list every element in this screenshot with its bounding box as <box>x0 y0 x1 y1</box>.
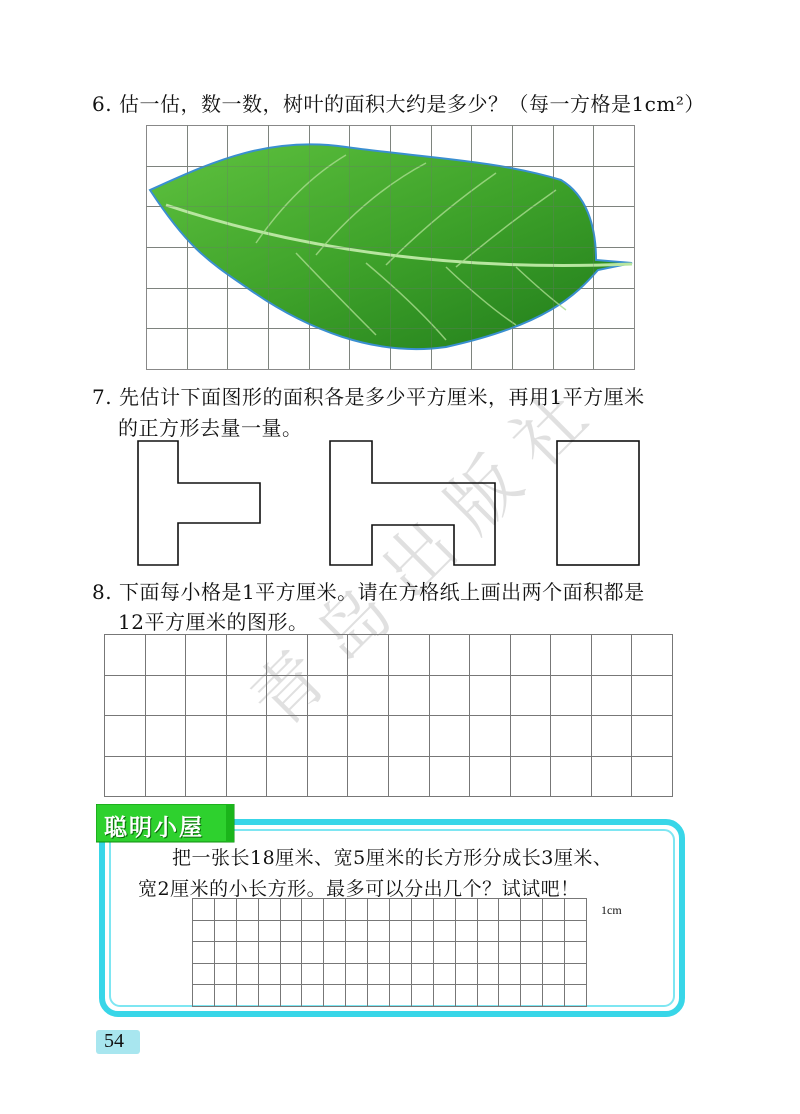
watermark-char: 岛 <box>300 570 408 679</box>
smart-room-line1: 把一张长18厘米、宽5厘米的长方形分成长3厘米、 <box>172 847 613 869</box>
question-number: 7. <box>92 385 113 409</box>
smart-room-line2: 宽2厘米的小长方形。最多可以分出几个？试试吧！ <box>138 878 580 900</box>
watermark-char: 出 <box>365 505 473 614</box>
question-number: 8. <box>92 580 113 604</box>
question-7 <box>92 385 645 409</box>
page-number: 54 <box>104 1030 124 1052</box>
t-shape-2 <box>330 441 495 565</box>
question-8 <box>92 580 645 604</box>
drawing-grid[interactable] <box>104 634 674 798</box>
question-6 <box>92 92 705 116</box>
unit-label: 1cm <box>601 903 622 917</box>
t-shape-1 <box>138 441 260 565</box>
watermark-char: 青 <box>235 635 343 744</box>
leaf-image <box>150 144 632 349</box>
question-text-line1: 先估计下面图形的面积各是多少平方厘米，再用1平方厘米 <box>118 385 645 409</box>
page-number-badge <box>96 1030 140 1054</box>
rectangle-shape <box>557 441 639 565</box>
watermark-char: 社 <box>495 375 603 484</box>
question-8-line2: 12平方厘米的图形。 <box>118 610 309 634</box>
question-number: 6. <box>92 92 113 116</box>
leaf-grid <box>146 125 636 371</box>
watermark-char: 版 <box>430 440 538 549</box>
smart-room-grid[interactable] <box>192 898 592 1008</box>
smart-room-title: 聪明小屋 <box>104 815 204 841</box>
shapes-row <box>130 435 650 575</box>
question-text: 估一估，数一数，树叶的面积大约是多少？（每一方格是1cm²） <box>118 92 705 116</box>
question-7-line2: 的正方形去量一量。 <box>118 416 303 440</box>
question-text-line1: 下面每小格是1平方厘米。请在方格纸上画出两个面积都是 <box>118 580 645 604</box>
